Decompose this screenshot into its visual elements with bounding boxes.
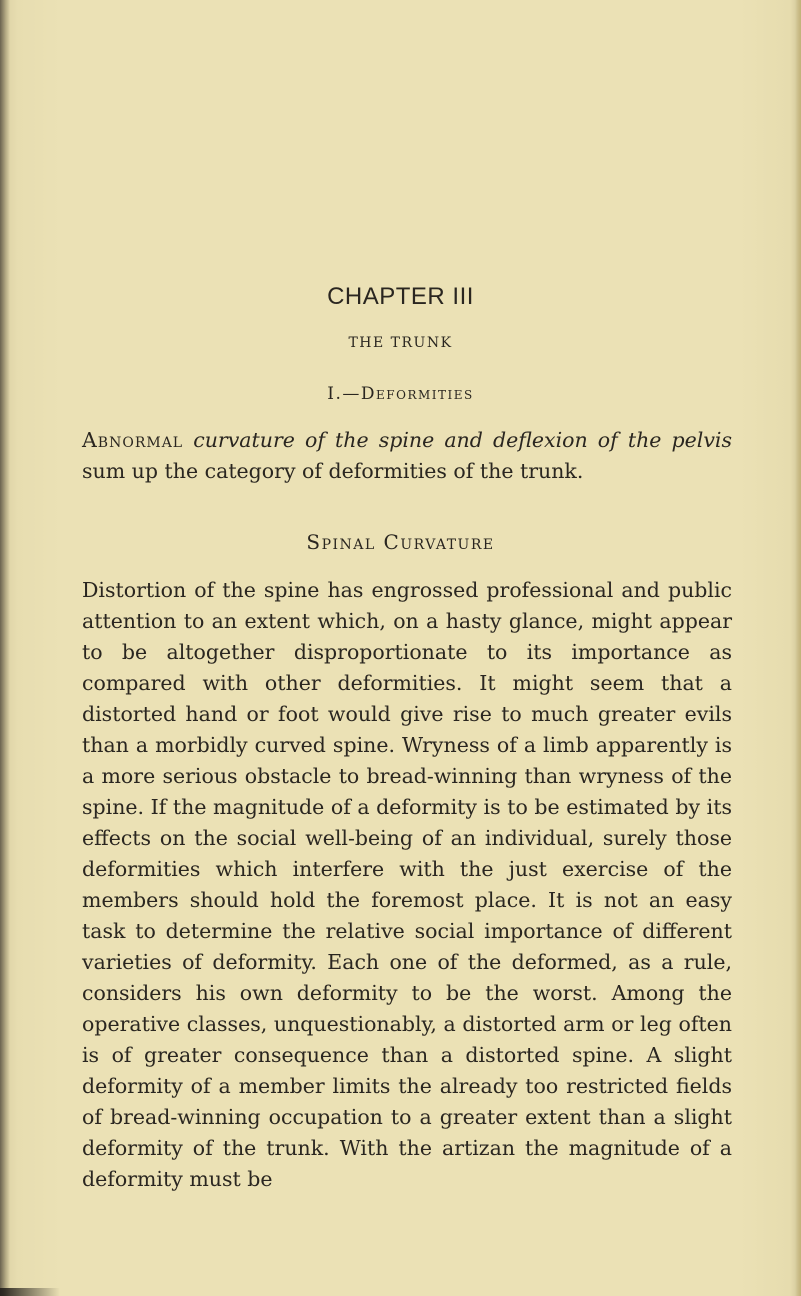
- intro-paragraph: [82, 425, 732, 487]
- page-corner-shadow: [0, 1288, 60, 1296]
- spinal-curvature-heading: Spinal Curvature: [306, 530, 495, 554]
- page-right-edge: [795, 0, 801, 1296]
- intro-rest: sum up the category of deformities of the trunk.: [82, 459, 584, 483]
- subsection-title: I.—Deformities: [327, 384, 474, 404]
- chapter-title: CHAPTER III: [327, 283, 474, 310]
- page-binding-edge: [0, 0, 10, 1296]
- intro-italic-phrase: curvature of the spine and deflexion of the pelvis: [193, 428, 732, 452]
- intro-lead-word: Abnormal: [82, 428, 184, 452]
- body-paragraph: Distortion of the spine has engrossed professional and public attention to an extent which, on a hasty glance, might appear to be altogether disproportionate to its importance as compared with other deformities. It might seem that a distorted hand or foot would give rise to much greater evils than a morbidly curved spine. Wryness of a limb apparently is a more serious obstacle to bread-winning than wryness of the spine. If the magnitude of a deformity is to be estimated by its effects on the social well-being of an individual, surely those deformities which interfere with the just exercise of the members should hold the foremost place. It is not an easy task to determine the relative social importance of different varieties of deformity. Each one of the deformed, as a rule, considers his own deformity to be the worst. Among the operative classes, unquestionably, a distorted arm or leg often is of greater consequence than a distorted spine. A slight deformity of a member limits the already too restricted fields of bread-winning occupation to a greater extent than a slight deformity of the trunk. With the artizan the magnitude of a deformity must be: [82, 578, 732, 1191]
- section-title: THE TRUNK: [348, 335, 453, 351]
